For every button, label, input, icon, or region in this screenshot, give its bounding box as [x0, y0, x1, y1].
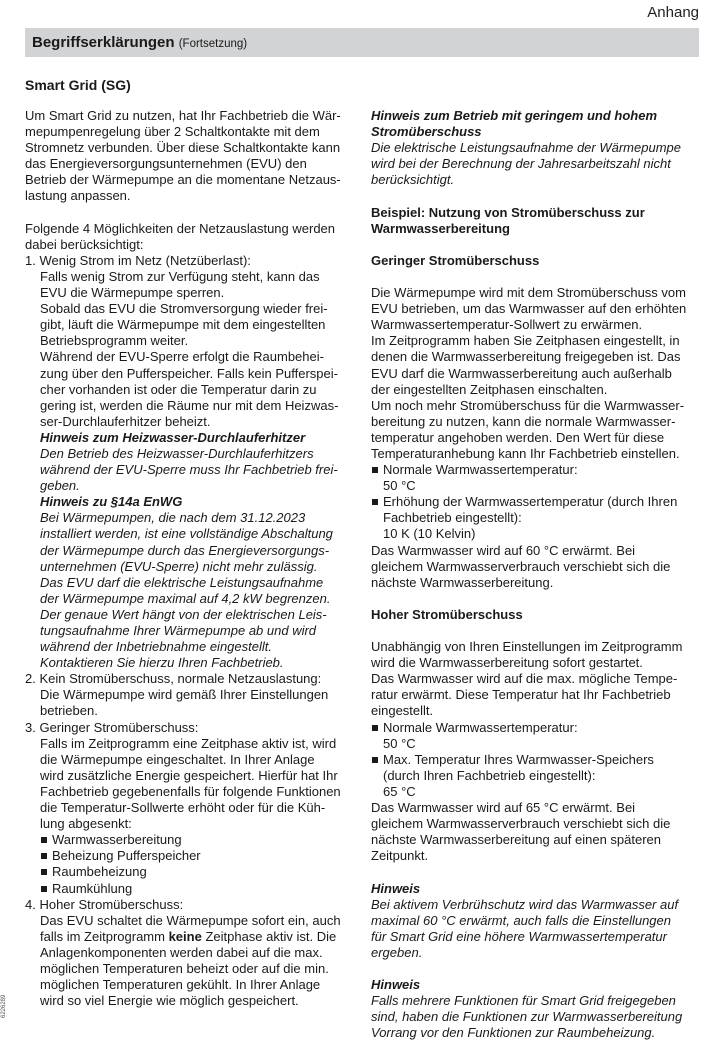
intro-line: Betrieb der Wärmepumpe an die momentane Netzaus-	[25, 172, 341, 188]
item1-line: zung über den Pufferspeicher. Falls kein Pufferspei-	[40, 365, 338, 381]
high-surplus-line: eingestellt.	[371, 703, 434, 719]
note-heater-line: Den Betrieb des Heizwasser-Durchlauferhitzers	[40, 445, 314, 461]
low-surplus-line: Im Zeitprogramm haben Sie Zeitphasen eingestellt, in	[371, 333, 680, 349]
item3-line: die Temperatur-Sollwerte erhöht oder für die Küh-	[40, 800, 326, 816]
intro-line: lastung anpassen.	[25, 188, 131, 204]
high-bullet-normal-temp: Normale Warmwassertemperatur:	[371, 720, 701, 736]
intro-line: Stromnetz verbunden. Über diese Schaltkontakte kann	[25, 140, 341, 156]
low-surplus-line: bereitung zu nutzen, kann die normale Warmwasser-	[371, 413, 676, 429]
note-enwg-line: Kontaktieren Sie hierzu Ihren Fachbetrieb.	[40, 655, 284, 671]
note-enwg-title: Hinweis zu §14a EnWG	[40, 494, 183, 510]
note-enwg-line: der Wärmepumpe maximal auf 4,2 kW begrenzen.	[40, 590, 331, 606]
item4-label: 4. Hoher Stromüberschuss:	[25, 896, 184, 912]
note-enwg-line: Bei Wärmepumpen, die nach dem 31.12.2023	[40, 510, 306, 526]
item4-line: Anlagenkomponenten werden dabei auf die max.	[40, 944, 323, 960]
high-result-line: nächste Warmwasserbereitung auf einen späteren	[371, 832, 662, 848]
possibilities-intro: Folgende 4 Möglichkeiten der Netzauslastung werden	[25, 220, 336, 236]
hinweis-priority-title: Hinweis	[371, 977, 421, 993]
note-enwg-line: unternehmen (EVU-Sperre) nicht mehr zulässig.	[40, 558, 318, 574]
example-title: Beispiel: Nutzung von Stromüberschuss zur	[371, 204, 645, 220]
surplus-note-line: wird bei der Berechnung der Jahresarbeitszahl nicht	[371, 156, 671, 172]
item3-line: wird zusätzliche Energie gespeichert. Hierfür hat Ihr	[40, 767, 338, 783]
surplus-note-line: Die elektrische Leistungsaufnahme der Wärmepumpe	[371, 140, 681, 156]
item1-line: Falls wenig Strom zur Verfügung steht, kann das	[40, 268, 320, 284]
hinweis-priority-line: Falls mehrere Funktionen für Smart Grid freigegeben	[371, 993, 676, 1009]
item4-line: möglichen Temperaturen beheizt oder auf die min.	[40, 960, 329, 976]
surplus-note-title: Stromüberschuss	[371, 124, 482, 140]
item4-bold-keine: keine	[168, 928, 202, 944]
low-bullet-normal-temp-value: 50 °C	[383, 478, 416, 494]
high-surplus-line: Das Warmwasser wird auf die max. mögliche Tempe-	[371, 671, 678, 687]
item4-text: falls im Zeitprogramm	[40, 928, 169, 944]
low-surplus-line: Um noch mehr Stromüberschuss für die Warmwasser-	[371, 397, 685, 413]
low-bullet-increase-cont: Fachbetrieb eingestellt):	[383, 510, 522, 526]
low-surplus-line: EVU darf die Warmwasserbereitung auch außerhalb	[371, 365, 672, 381]
low-surplus-line: Temperaturanhebung kann Ihr Fachbetrieb einstellen.	[371, 445, 680, 461]
item1-label: 1. Wenig Strom im Netz (Netzüberlast):	[25, 252, 251, 268]
note-heater-title: Hinweis zum Heizwasser-Durchlauferhitzer	[40, 429, 306, 445]
section-subtitle: (Fortsetzung)	[178, 38, 248, 50]
possibilities-intro: dabei berücksichtigt:	[25, 236, 144, 252]
item4-line: möglichen Temperaturen gekühlt. In Ihrer Anlage	[40, 977, 321, 993]
item1-line: Betriebsprogramm weiter.	[40, 333, 189, 349]
smart-grid-heading: Smart Grid (SG)	[25, 77, 131, 93]
note-enwg-line: tungsaufnahme Ihrer Wärmepumpe ab und wird	[40, 623, 317, 638]
intro-line: das Energieversorgungsunternehmen (EVU) den	[25, 156, 307, 172]
hinweis-priority-line: sind, haben die Funktionen zur Warmwasserbereitung	[371, 1009, 683, 1025]
intro-line: Um Smart Grid zu nutzen, hat Ihr Fachbetrieb die Wär-	[25, 108, 341, 123]
note-heater-line: geben.	[40, 478, 80, 494]
low-surplus-line: EVU betrieben, um das Warmwasser auf den erhöhten	[371, 301, 687, 317]
item2-line: Die Wärmepumpe wird gemäß Ihrer Einstellungen	[40, 687, 329, 703]
low-result-line: nächste Warmwasserbereitung.	[371, 574, 554, 590]
note-enwg-line: während der Inbetriebnahme eingestellt.	[40, 639, 272, 655]
low-surplus-line: Die Wärmepumpe wird mit dem Stromüberschuss vom	[371, 285, 686, 301]
item3-line: die Wärmepumpe eingeschaltet. In Ihrer Anlage	[40, 751, 315, 767]
section-title	[32, 34, 247, 51]
item4-line-with-bold	[25, 929, 355, 945]
hinweis-scald-title: Hinweis	[371, 880, 421, 896]
high-bullet-max-temp-cont: (durch Ihren Fachbetrieb eingestellt):	[383, 767, 596, 783]
item1-line: EVU die Wärmepumpe sperren.	[40, 285, 225, 301]
high-bullet-max-temp: Max. Temperatur Ihres Warmwasser-Speichers	[371, 752, 701, 768]
item4-text: Zeitphase aktiv ist. Die	[201, 928, 337, 944]
high-result-line: Das Warmwasser wird auf 65 °C erwärmt. Bei	[371, 800, 636, 816]
low-bullet-normal-temp: Normale Warmwassertemperatur:	[371, 462, 701, 478]
high-bullet-normal-temp-value: 50 °C	[383, 735, 416, 751]
item3-bullet: Raumkühlung	[25, 881, 355, 897]
item1-line: Sobald das EVU die Stromversorgung wieder frei-	[40, 301, 328, 317]
hinweis-scald-line: für Smart Grid eine höhere Warmwassertemperatur	[371, 928, 667, 944]
item3-bullet: Warmwasserbereitung	[25, 832, 355, 848]
hinweis-priority-line: Vorrang vor den Funktionen zur Raumbeheizung.	[371, 1025, 656, 1041]
item4-line: wird so viel Energie wie möglich gespeichert.	[40, 993, 299, 1009]
surplus-note-title: Hinweis zum Betrieb mit geringem und hohem	[371, 108, 658, 123]
hinweis-scald-line: Bei aktivem Verbrühschutz wird das Warmwasser auf	[371, 896, 679, 912]
spacer	[371, 237, 701, 253]
item3-bullet: Raumbeheizung	[25, 864, 355, 880]
item1-line: gering ist, werden die Räume nur mit dem Heizwas-	[40, 397, 339, 413]
low-result-line: gleichem Warmwasserverbrauch verschiebt sich die	[371, 558, 671, 574]
spacer	[371, 188, 701, 204]
item4-line: Das EVU schaltet die Wärmepumpe sofort ein, auch	[40, 912, 341, 928]
spacer	[371, 864, 701, 880]
spacer	[25, 205, 355, 221]
left-column	[25, 108, 355, 1009]
low-surplus-title: Geringer Stromüberschuss	[371, 252, 540, 268]
item1-line: gibt, läuft die Wärmepumpe mit dem eingestellten	[40, 317, 326, 333]
spacer	[371, 961, 701, 977]
item2-label: 2. Kein Stromüberschuss, normale Netzauslastung:	[25, 671, 322, 687]
high-surplus-line: ratur erwärmt. Diese Temperatur hat Ihr Fachbetrieb	[371, 687, 671, 703]
spacer	[371, 591, 701, 607]
item3-bullet: Beheizung Pufferspeicher	[25, 848, 355, 864]
surplus-note-line: berücksichtigt.	[371, 172, 455, 188]
note-enwg-line: Der genaue Wert hängt von der elektrischen Leis-	[40, 606, 327, 622]
note-enwg-line: Das EVU darf die elektrische Leistungsaufnahme	[40, 574, 324, 590]
intro-line: mepumpenregelung über 2 Schaltkontakte mit dem	[25, 124, 320, 140]
example-title: Warmwasserbereitung	[371, 220, 510, 236]
high-bullet-max-temp-value: 65 °C	[383, 783, 416, 799]
spacer	[371, 269, 701, 285]
item3-label: 3. Geringer Stromüberschuss:	[25, 719, 199, 735]
item3-line: Fachbetrieb gegebenenfalls für folgende Funktionen	[40, 783, 341, 799]
item1-line: Während der EVU-Sperre erfolgt die Raumbehei-	[40, 349, 324, 365]
hinweis-scald-line: ergeben.	[371, 944, 423, 960]
low-surplus-line: Warmwassertemperatur-Sollwert zu erwärmen.	[371, 317, 643, 333]
item1-line: ser-Durchlauferhitzer beheizt.	[40, 413, 211, 429]
item1-line: cher vorhanden ist oder die Temperatur darin zu	[40, 381, 317, 397]
low-surplus-line: der eingestellten Zeitphasen einschalten.	[371, 381, 608, 397]
item3-line: lung abgesenkt:	[40, 816, 132, 832]
high-surplus-title: Hoher Stromüberschuss	[371, 606, 523, 622]
low-bullet-increase: Erhöhung der Warmwassertemperatur (durch Ihren	[371, 494, 701, 510]
right-column	[371, 108, 701, 1041]
high-surplus-line: wird die Warmwasserbereitung sofort gestartet.	[371, 655, 643, 671]
note-heater-line: während der EVU-Sperre muss Ihr Fachbetrieb frei-	[40, 462, 338, 478]
high-result-line: gleichem Warmwasserverbrauch verschiebt sich die	[371, 816, 671, 832]
item3-line: Falls im Zeitprogramm eine Zeitphase aktiv ist, wird	[40, 735, 337, 751]
high-result-line: Zeitpunkt.	[371, 848, 429, 864]
spacer	[371, 623, 701, 639]
section-title-text: Begriffserklärungen	[32, 34, 175, 51]
low-surplus-line: temperatur angehoben werden. Den Wert für diese	[371, 429, 665, 445]
section-header-bar	[25, 28, 699, 57]
page-header-anhang: Anhang	[647, 4, 699, 21]
note-enwg-line: installiert werden, ist eine vollständige Abschaltung	[40, 526, 333, 542]
low-surplus-line: denen die Warmwasserbereitung freigegeben ist. Das	[371, 349, 681, 365]
document-id: 6226289	[1, 994, 7, 1018]
low-result-line: Das Warmwasser wird auf 60 °C erwärmt. Bei	[371, 542, 636, 558]
hinweis-scald-line: maximal 60 °C erwärmt, auch falls die Einstellungen	[371, 912, 671, 928]
note-enwg-line: der Wärmepumpe durch das Energieversorgungs-	[40, 542, 330, 558]
high-surplus-line: Unabhängig von Ihren Einstellungen im Zeitprogramm	[371, 639, 683, 655]
low-bullet-increase-value: 10 K (10 Kelvin)	[383, 526, 476, 542]
item2-line: betrieben.	[40, 703, 98, 719]
